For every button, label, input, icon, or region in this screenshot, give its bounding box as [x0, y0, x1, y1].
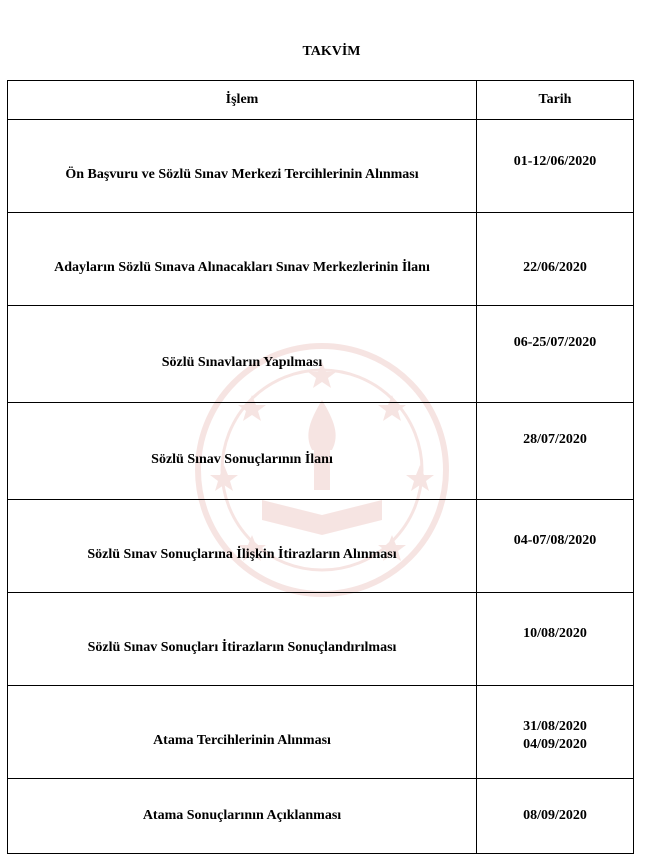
row-tarih-line: 31/08/2020 — [523, 719, 587, 734]
calendar-table — [7, 80, 634, 854]
row-islem: Sözlü Sınav Sonuçlarının İlanı — [8, 403, 477, 500]
table-row — [8, 593, 634, 686]
header-islem: İşlem — [8, 81, 477, 120]
table-row — [8, 686, 634, 779]
table-row — [8, 500, 634, 593]
row-islem: Sözlü Sınav Sonuçları İtirazların Sonuçlandırılması — [8, 593, 477, 686]
page-title: TAKVİM — [302, 44, 361, 59]
header-tarih: Tarih — [477, 81, 634, 120]
row-tarih: 10/08/2020 — [477, 593, 634, 686]
row-tarih: 04-07/08/2020 — [477, 500, 634, 593]
row-tarih — [477, 686, 634, 779]
row-tarih: 08/09/2020 — [477, 779, 634, 854]
table-row — [8, 213, 634, 306]
row-tarih: 28/07/2020 — [477, 403, 634, 500]
table-row — [8, 403, 634, 500]
row-tarih-line: 04/09/2020 — [523, 737, 587, 752]
table-row — [8, 120, 634, 213]
row-islem: Atama Sonuçlarının Açıklanması — [8, 779, 477, 854]
row-islem: Ön Başvuru ve Sözlü Sınav Merkezi Tercihlerinin Alınması — [8, 120, 477, 213]
row-islem: Atama Tercihlerinin Alınması — [8, 686, 477, 779]
row-tarih: 06-25/07/2020 — [477, 306, 634, 403]
table-row — [8, 306, 634, 403]
row-islem: Sözlü Sınav Sonuçlarına İlişkin İtirazların Alınması — [8, 500, 477, 593]
row-islem: Adayların Sözlü Sınava Alınacakları Sınav Merkezlerinin İlanı — [8, 213, 477, 306]
row-islem: Sözlü Sınavların Yapılması — [8, 306, 477, 403]
row-tarih: 22/06/2020 — [477, 213, 634, 306]
table-row — [8, 779, 634, 854]
row-tarih: 01-12/06/2020 — [477, 120, 634, 213]
table-header-row — [8, 81, 634, 120]
